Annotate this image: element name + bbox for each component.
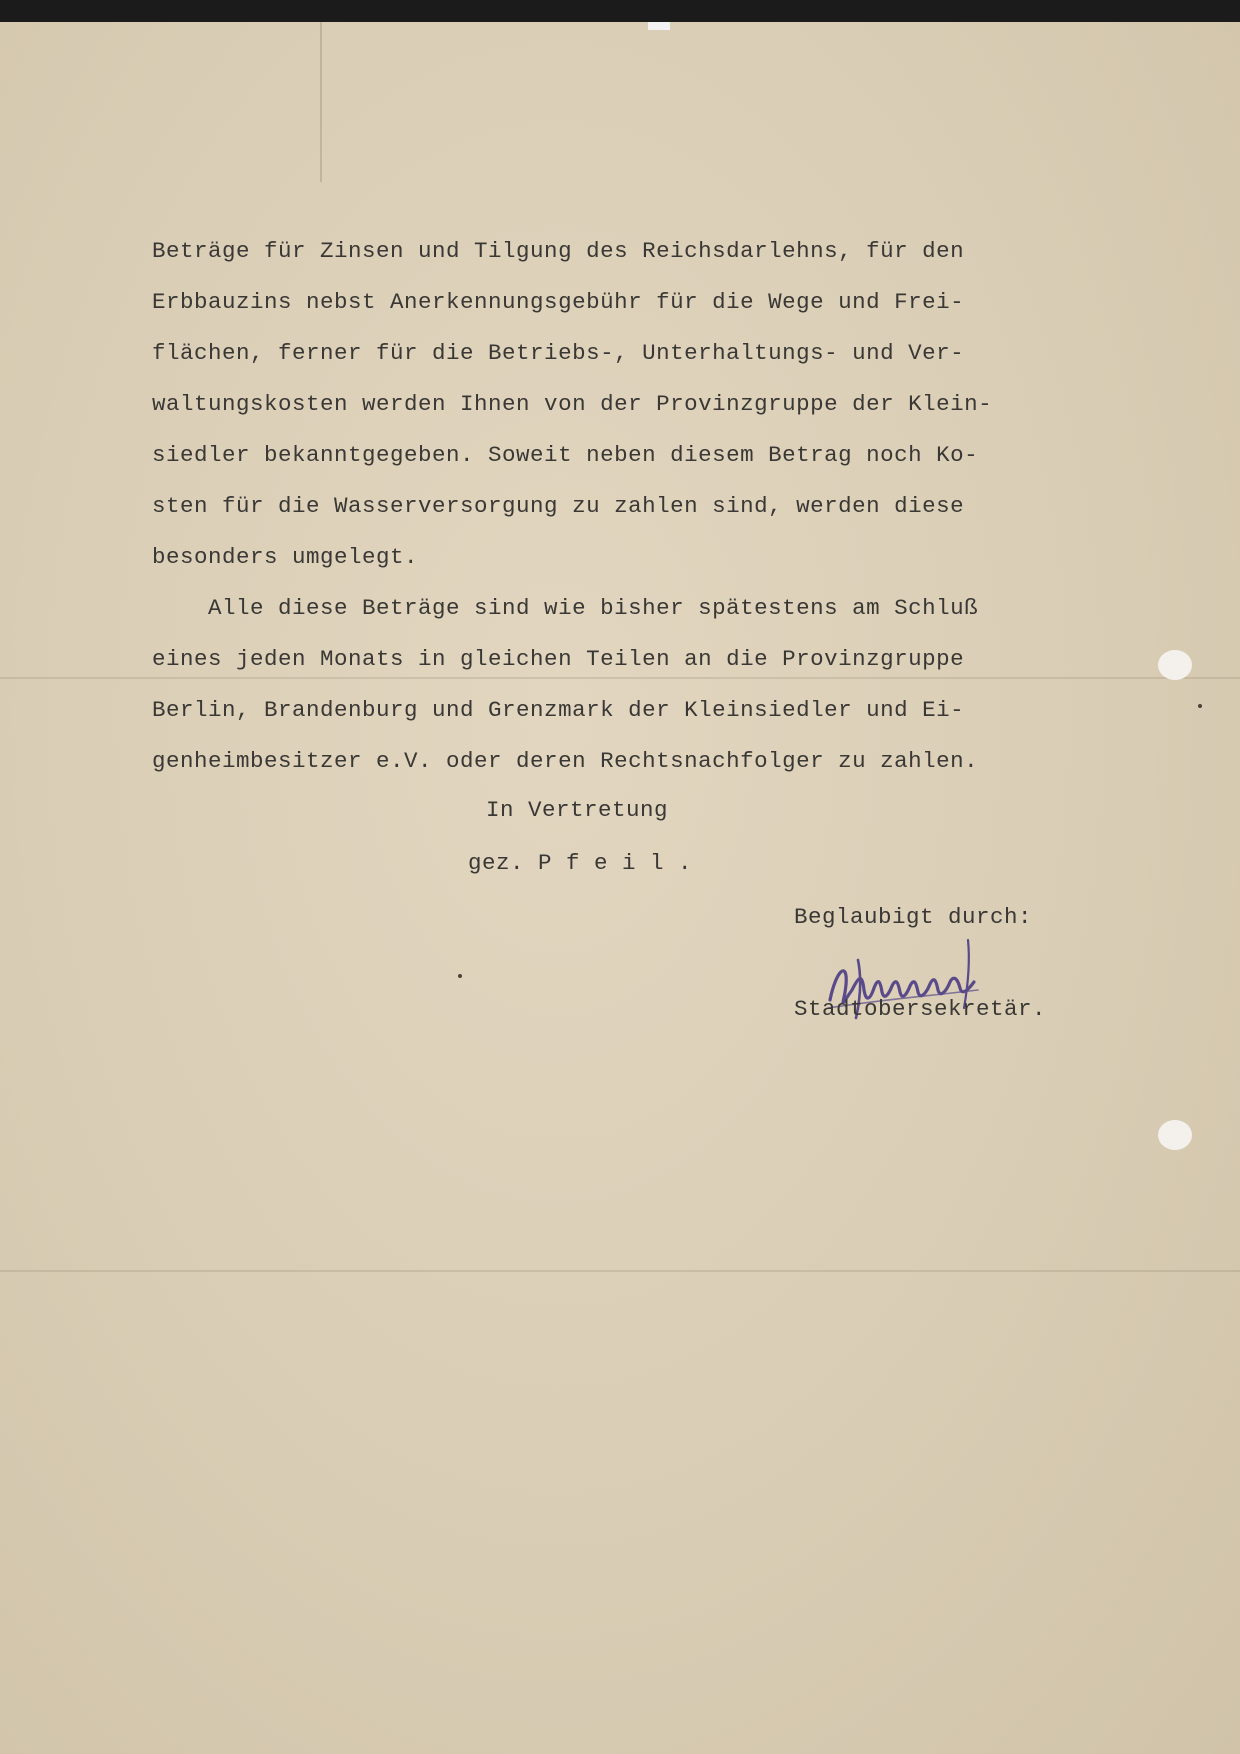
signed-name: gez. P f e i l . bbox=[468, 850, 693, 876]
paper-speck bbox=[1198, 704, 1202, 708]
body-line: siedler bekanntgegeben. Soweit neben diesem Betrag noch Ko- bbox=[152, 442, 979, 468]
body-line: Erbbauzins nebst Anerkennungsgebühr für die Wege und Frei- bbox=[152, 289, 965, 315]
punch-hole-lower bbox=[1158, 1120, 1192, 1150]
body-line: eines jeden Monats in gleichen Teilen an die Provinzgruppe bbox=[152, 646, 965, 672]
certified-by-label: Beglaubigt durch: bbox=[794, 904, 1033, 930]
document-page bbox=[0, 22, 1240, 1754]
punch-hole-upper bbox=[1158, 650, 1192, 680]
body-line: Beträge für Zinsen und Tilgung des Reichsdarlehns, für den bbox=[152, 238, 965, 264]
fold-crease-upper bbox=[0, 677, 1240, 679]
body-line: Berlin, Brandenburg und Grenzmark der Kleinsiedler und Ei- bbox=[152, 697, 965, 723]
top-tab-mark bbox=[648, 22, 670, 30]
body-line: Alle diese Beträge sind wie bisher spätestens am Schluß bbox=[152, 595, 979, 621]
body-line: besonders umgelegt. bbox=[152, 544, 419, 570]
fold-crease-vertical bbox=[320, 22, 322, 182]
fold-crease-lower bbox=[0, 1270, 1240, 1272]
body-line: flächen, ferner für die Betriebs-, Unterhaltungs- und Ver- bbox=[152, 340, 965, 366]
body-line: sten für die Wasserversorgung zu zahlen sind, werden diese bbox=[152, 493, 965, 519]
in-vertretung: In Vertretung bbox=[486, 797, 669, 823]
paper-speck bbox=[458, 974, 462, 978]
body-line: genheimbesitzer e.V. oder deren Rechtsnachfolger zu zahlen. bbox=[152, 748, 979, 774]
official-title: Stadtobersekretär. bbox=[794, 996, 1047, 1022]
body-line: waltungskosten werden Ihnen von der Provinzgruppe der Klein- bbox=[152, 391, 993, 417]
